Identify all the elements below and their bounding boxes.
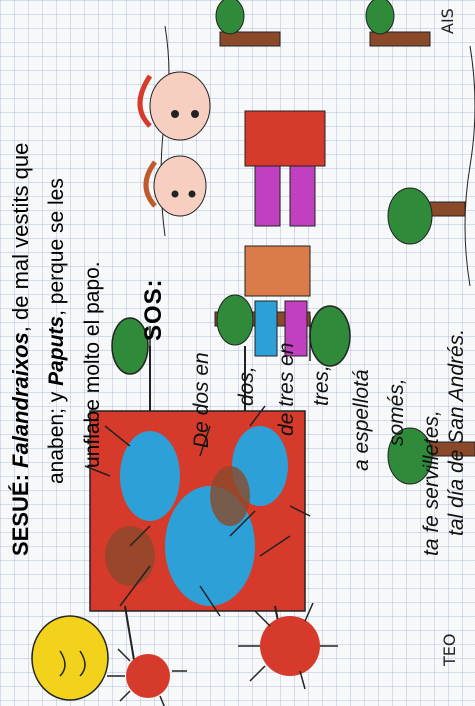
poem-line: de tres en [275,342,298,436]
poem-title: SOS: [140,278,167,341]
signature-ais: AIS [438,8,457,34]
intro-line-2 [44,14,70,484]
intro-line-3 [80,18,106,468]
intro-text-4: unflabe molto el papo. [81,261,104,468]
poem-line: somés, [385,378,408,446]
speaker-label: SESUÉ: [8,474,33,556]
intro-text-1: , de mal vestits que [8,142,33,333]
intro-text-3: , perque se les [45,178,68,316]
name-paputs: Paputs [45,315,68,386]
poem-line: a espellotá [350,369,373,471]
intro-line-1 [8,0,34,556]
poem-line: tres, [310,365,333,406]
poem-line: dos, [235,366,258,406]
signature-teo: TEO [440,633,459,666]
poem-line: De dos en [190,352,213,448]
intro-text-2: anaben; y [45,385,68,484]
poem-line: ta fe servilletes, [420,410,443,556]
name-falandraixos: Falandraixos [8,332,33,468]
poem-line: tal día de San Andrés. [445,328,468,536]
